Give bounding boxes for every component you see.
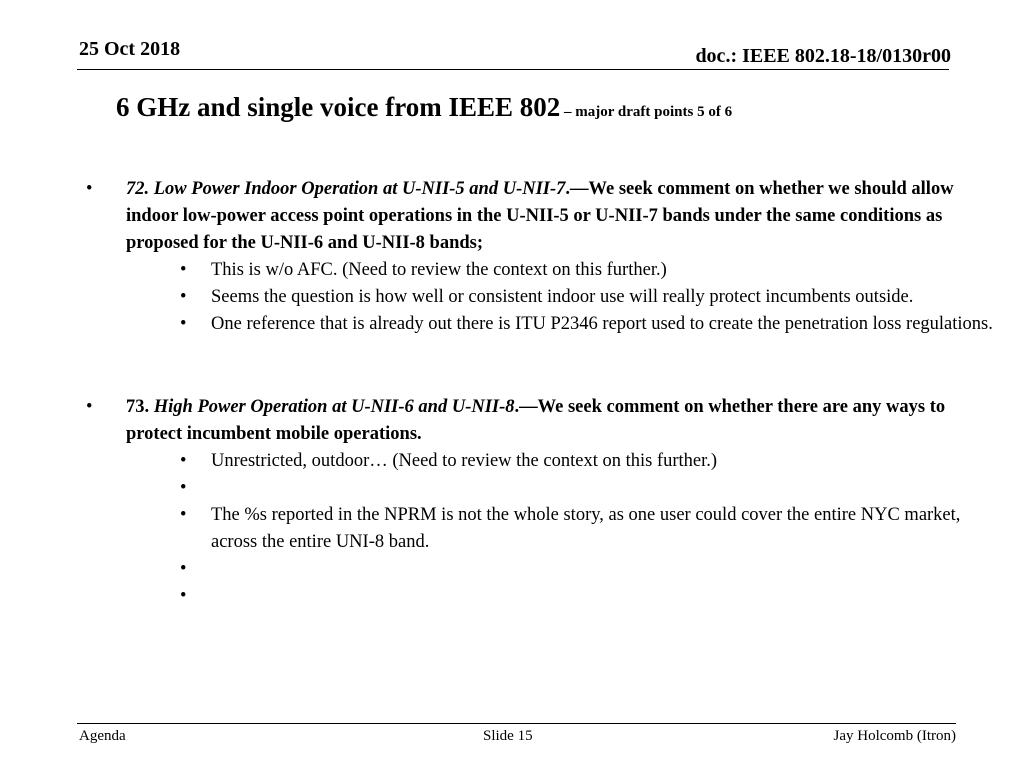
sub-bullet bbox=[166, 311, 996, 338]
header-divider bbox=[77, 69, 949, 70]
sub-bullet-glyph: • bbox=[180, 451, 187, 471]
sub-bullet bbox=[166, 448, 996, 475]
bullet-text bbox=[126, 394, 996, 448]
sub-bullet-text: The %s reported in the NPRM is not the whole story, as one user could cover the entire NYC market, across the entire UNI-8 band. bbox=[211, 505, 961, 552]
sub-bullet-text: One reference that is already out there is ITU P2346 report used to create the penetration loss regulations. bbox=[211, 314, 993, 334]
item-heading: Low Power Indoor Operation at U-NII-5 and U-NII-7 bbox=[153, 179, 566, 199]
sub-bullet-glyph: • bbox=[180, 260, 187, 280]
item-body: .—We seek comment on whether we should allow indoor low-power access point operations in the U-NII-5 or U-NII-7 bands under the same conditions as proposed for the U-NII-6 and U-NII-8 bands; bbox=[126, 179, 954, 253]
sub-bullet-glyph: • bbox=[180, 559, 187, 579]
sub-bullet-glyph: • bbox=[180, 505, 187, 525]
bullet-glyph: • bbox=[86, 179, 93, 199]
footer-left: Agenda bbox=[79, 728, 126, 744]
footer-author: Jay Holcomb (Itron) bbox=[833, 728, 956, 744]
sub-bullet-text: Seems the question is how well or consistent indoor use will really protect incumbents outside. bbox=[211, 287, 914, 307]
item-number: 73. bbox=[126, 397, 154, 417]
bullet-glyph: • bbox=[86, 397, 93, 417]
slide-title-main: 6 GHz and single voice from IEEE 802 bbox=[116, 92, 561, 122]
sub-bullet-glyph: • bbox=[180, 287, 187, 307]
slide-title bbox=[116, 92, 732, 123]
sub-bullet-glyph: • bbox=[180, 586, 187, 606]
sub-bullet-text: This is w/o AFC. (Need to review the context on this further.) bbox=[211, 260, 667, 280]
slide-body bbox=[86, 176, 996, 610]
sub-bullet-list bbox=[126, 257, 996, 338]
header-date: 25 Oct 2018 bbox=[79, 38, 181, 60]
header-doc-id: doc.: IEEE 802.18-18/0130r00 bbox=[695, 45, 951, 67]
footer-divider bbox=[77, 723, 956, 724]
sub-bullet bbox=[166, 284, 996, 311]
spacer bbox=[86, 338, 996, 394]
sub-bullet bbox=[166, 257, 996, 284]
sub-bullet bbox=[166, 502, 996, 556]
slide-number: Slide 15 bbox=[483, 728, 533, 744]
sub-bullet-glyph: • bbox=[180, 478, 187, 498]
item-number: 72. bbox=[126, 179, 154, 199]
sub-bullet-glyph: • bbox=[180, 314, 187, 334]
sub-bullet-empty bbox=[166, 475, 996, 502]
sub-bullet-empty bbox=[166, 583, 996, 610]
slide-title-sub: – major draft points 5 of 6 bbox=[560, 104, 733, 120]
sub-bullet-list bbox=[126, 448, 996, 610]
item-body: .—We seek comment on whether there are any ways to protect incumbent mobile operations. bbox=[126, 397, 946, 444]
sub-bullet-empty bbox=[166, 556, 996, 583]
bullet-item-73 bbox=[86, 394, 996, 610]
bullet-item-72 bbox=[86, 176, 996, 338]
sub-bullet-text: Unrestricted, outdoor… (Need to review the context on this further.) bbox=[211, 451, 718, 471]
item-heading: High Power Operation at U-NII-6 and U-NII-8 bbox=[153, 397, 515, 417]
bullet-text bbox=[126, 176, 996, 257]
